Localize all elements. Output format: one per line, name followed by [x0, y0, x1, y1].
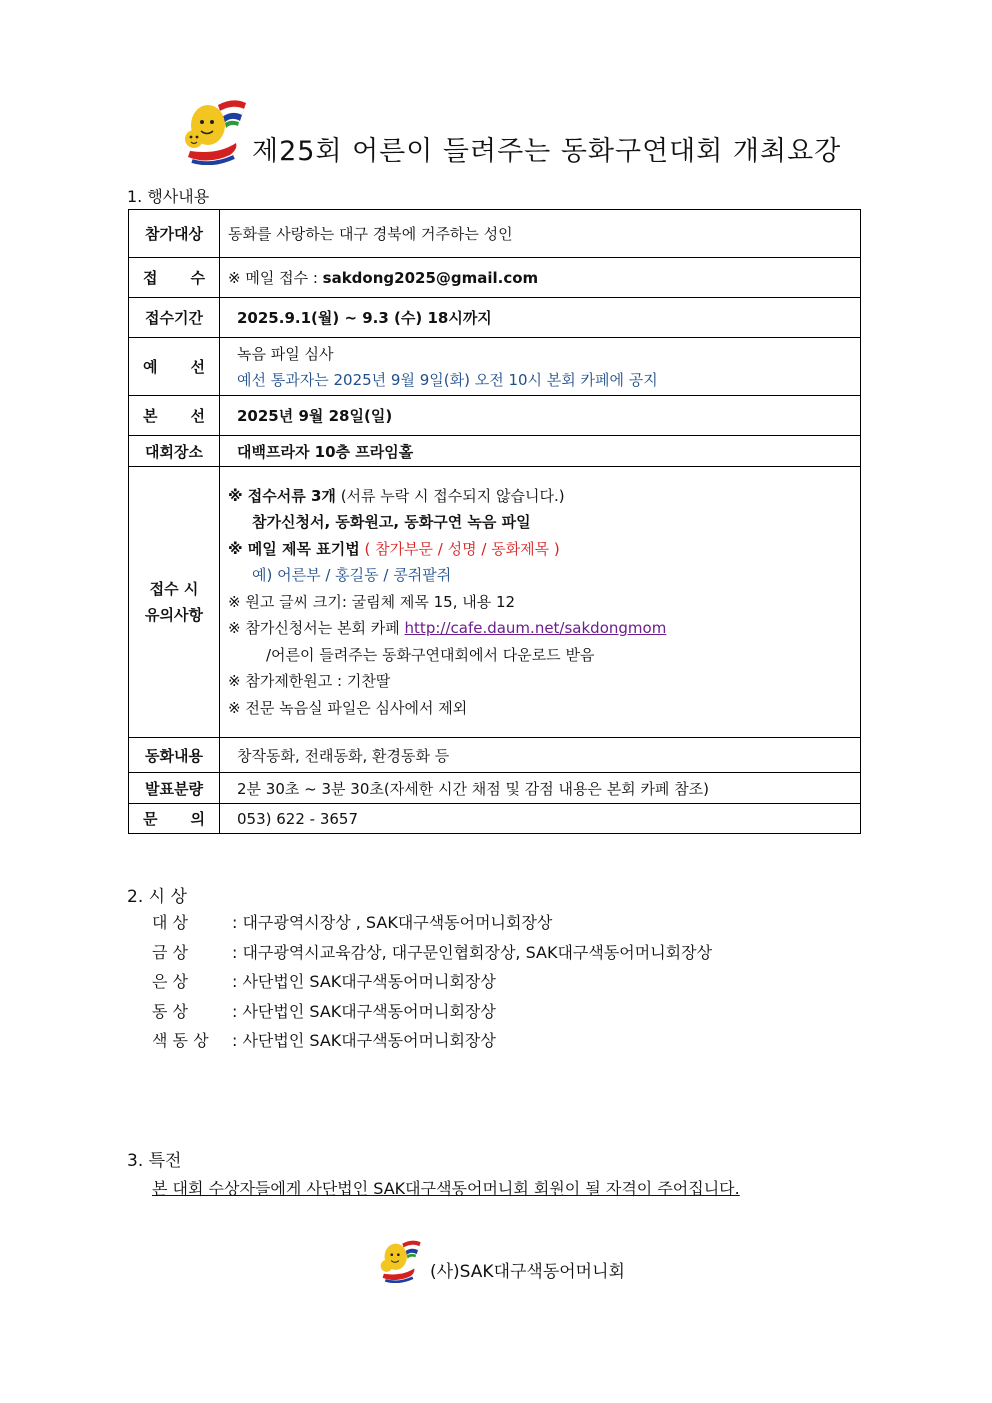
cafe-link[interactable]: http://cafe.daum.net/sakdongmom — [404, 619, 667, 638]
table-row — [129, 298, 861, 338]
row-label: 접수기간 — [129, 298, 220, 338]
section-1-heading: 1. 행사내용 — [127, 187, 210, 206]
section-2-heading: 2. 시 상 — [127, 887, 187, 907]
mascot-logo-icon — [178, 95, 248, 165]
row-value: 2025.9.1(월) ~ 9.3 (수) 18시까지 — [220, 298, 861, 338]
row-label: 문 의 — [129, 804, 220, 834]
list-item: 금 상 : 대구광역시교육감상, 대구문인협회장상, SAK대구색동어머니회장상 — [152, 942, 713, 962]
table-row — [129, 738, 861, 773]
row-value: 창작동화, 전래동화, 환경동화 등 — [220, 738, 861, 773]
row-label: 접수 시 유의사항 — [129, 467, 220, 738]
event-info-table — [128, 209, 861, 834]
row-label: 참가대상 — [129, 210, 220, 258]
table-row — [129, 396, 861, 436]
list-item: 대 상 : 대구광역시장상 , SAK대구색동어머니회장상 — [152, 913, 553, 932]
row-value: ※ 접수서류 3개 (서류 누락 시 접수되지 않습니다.) 참가신청서, 동화원고, 동화구연 녹음 파일 ※ 메일 제목 표기법 ( 참가부문 / 성명 / 동화제목 ) 예) 어른부 / 홍길동 / 콩쥐팥쥐 ※ 원고 글씨 크기: 굴림체 제목 15, 내용 12 ※ 참가신청서는 본회 카페 http://cafe.daum.net/sakdongmom /어른이 들려주는 동화구연대회에서 다운로드 받음 ※ 참가제한원고 : 기찬딸 ※ 전문 녹음실 파일은 심사에서 제외 — [220, 467, 861, 738]
organization-name: (사)SAK대구색동어머니회 — [430, 1262, 625, 1282]
mascot-logo-icon — [376, 1237, 422, 1283]
benefit-text: 본 대회 수상자들에게 사단법인 SAK대구색동어머니회 회원이 될 자격이 주어집니다. — [152, 1179, 740, 1198]
row-label: 예 선 — [129, 338, 220, 396]
list-item: 동 상 : 사단법인 SAK대구색동어머니회장상 — [152, 1001, 496, 1021]
table-row — [129, 467, 861, 738]
table-row — [129, 436, 861, 467]
email-address: sakdong2025@gmail.com — [322, 269, 539, 287]
document-header — [178, 95, 858, 165]
table-row — [129, 258, 861, 298]
row-label: 대회장소 — [129, 436, 220, 467]
table-row — [129, 804, 861, 834]
awards-list — [152, 908, 712, 1056]
row-value: 2025년 9월 28일(일) — [220, 396, 861, 436]
row-value: 053) 622 - 3657 — [220, 804, 861, 834]
row-label: 동화내용 — [129, 738, 220, 773]
row-value: 대백프라자 10층 프라임홀 — [220, 436, 861, 467]
footer — [376, 1237, 676, 1287]
row-label: 접 수 — [129, 258, 220, 298]
row-label: 발표분량 — [129, 773, 220, 804]
list-item: 은 상 : 사단법인 SAK대구색동어머니회장상 — [152, 972, 496, 991]
page-title: 제25회 어른이 들려주는 동화구연대회 개최요강 — [252, 136, 842, 167]
row-label: 본 선 — [129, 396, 220, 436]
list-item: 색 동 상 : 사단법인 SAK대구색동어머니회장상 — [152, 1031, 496, 1050]
table-row — [129, 210, 861, 258]
row-value: ※ 메일 접수 : sakdong2025@gmail.com — [220, 258, 861, 298]
section-3-heading: 3. 특전 — [127, 1151, 182, 1171]
table-row — [129, 338, 861, 396]
row-value: 녹음 파일 심사 예선 통과자는 2025년 9월 9일(화) 오전 10시 본회 카페에 공지 — [220, 338, 861, 396]
row-value: 2분 30초 ~ 3분 30초(자세한 시간 채점 및 감점 내용은 본회 카페 참조) — [220, 773, 861, 804]
table-row — [129, 773, 861, 804]
row-value: 동화를 사랑하는 대구 경북에 거주하는 성인 — [220, 210, 861, 258]
